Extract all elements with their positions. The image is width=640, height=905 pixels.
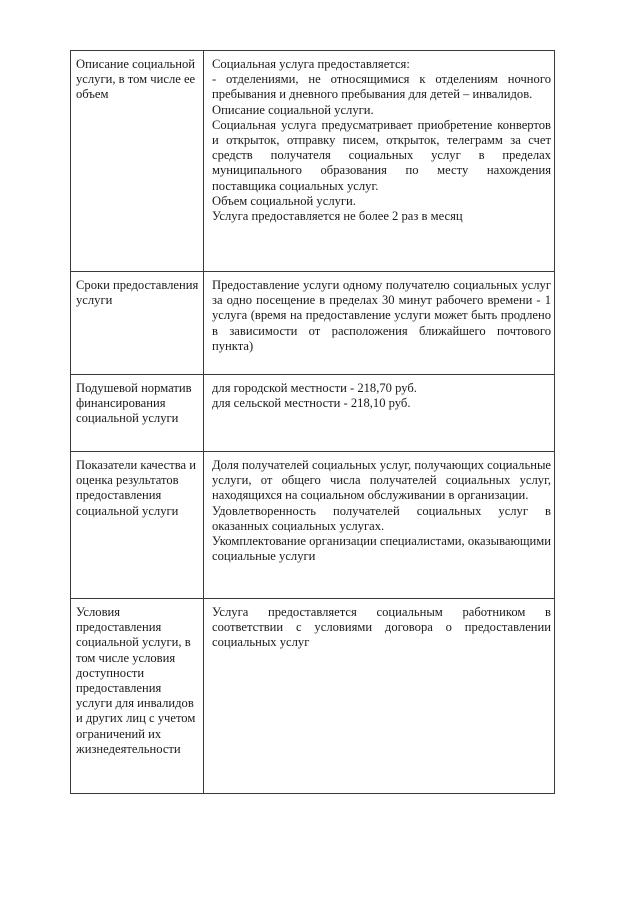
table-row-terms <box>71 272 555 375</box>
description-line: Объем социальной услуги. <box>212 193 356 208</box>
row-label-quality: Показатели качества и оценка результатов предоставления социальной услуги <box>71 452 204 599</box>
terms-line: Предоставление услуги одному получателю социальных услуг за одно посещение в пределах 30 минут рабочего времени - 1 услуга (время на предоставление услуги может быть продлено в зависимости от расположения ближайшего почтового пункта) <box>212 278 551 353</box>
table-row-funding <box>71 375 555 452</box>
row-label-description: Описание социальной услуги, в том числе ее объем <box>71 51 204 272</box>
table-row-description <box>71 51 555 272</box>
row-value-quality <box>204 452 555 599</box>
quality-line: Укомплектование организации специалистами, оказывающими социальные услуги <box>212 534 552 564</box>
row-label-conditions: Условия предоставления социальной услуги, в том числе условия доступности предоставления услуги для инвалидов и других лиц с учетом ограничений их жизнедеятельности <box>71 599 204 794</box>
row-label-terms: Сроки предоставления услуги <box>71 272 204 375</box>
service-description-table <box>70 50 555 794</box>
quality-line: Доля получателей социальных услуг, получающих социальные услуги, от общего числа получателей социальных услуг, находящихся на социальном обслуживании в организации. <box>212 458 551 503</box>
description-line: Социальная услуга предусматривает приобретение конвертов и открыток, отправку писем, открыток, телеграмм за счет средств получателя социальных услуг в пределах муниципального образования по месту нахождения поставщика социальных услуг. <box>212 117 551 193</box>
table-row-quality <box>71 452 555 599</box>
description-line: Услуга предоставляется не более 2 раз в месяц <box>212 209 463 224</box>
table-row-conditions <box>71 599 555 794</box>
description-line: - отделениями, не относящимися к отделениям ночного пребывания и дневного пребывания для детей – инвалидов. <box>212 72 551 102</box>
row-value-description <box>204 51 555 272</box>
row-label-funding: Подушевой норматив финансирования социальной услуги <box>71 375 204 452</box>
row-value-terms <box>204 272 555 375</box>
funding-line-urban: для городской местности - 218,70 руб. <box>212 381 417 395</box>
row-value-funding <box>204 375 555 452</box>
quality-line: Удовлетворенность получателей социальных услуг в оказанных социальных услугах. <box>212 503 551 533</box>
conditions-line: Услуга предоставляется социальным работником в соответствии с условиями договора о предоставлении социальных услуг <box>212 605 551 650</box>
row-value-conditions <box>204 599 555 794</box>
description-line: Социальная услуга предоставляется: <box>212 57 410 71</box>
description-line: Описание социальной услуги. <box>212 102 374 117</box>
funding-line-rural: для сельской местности - 218,10 руб. <box>212 396 411 411</box>
